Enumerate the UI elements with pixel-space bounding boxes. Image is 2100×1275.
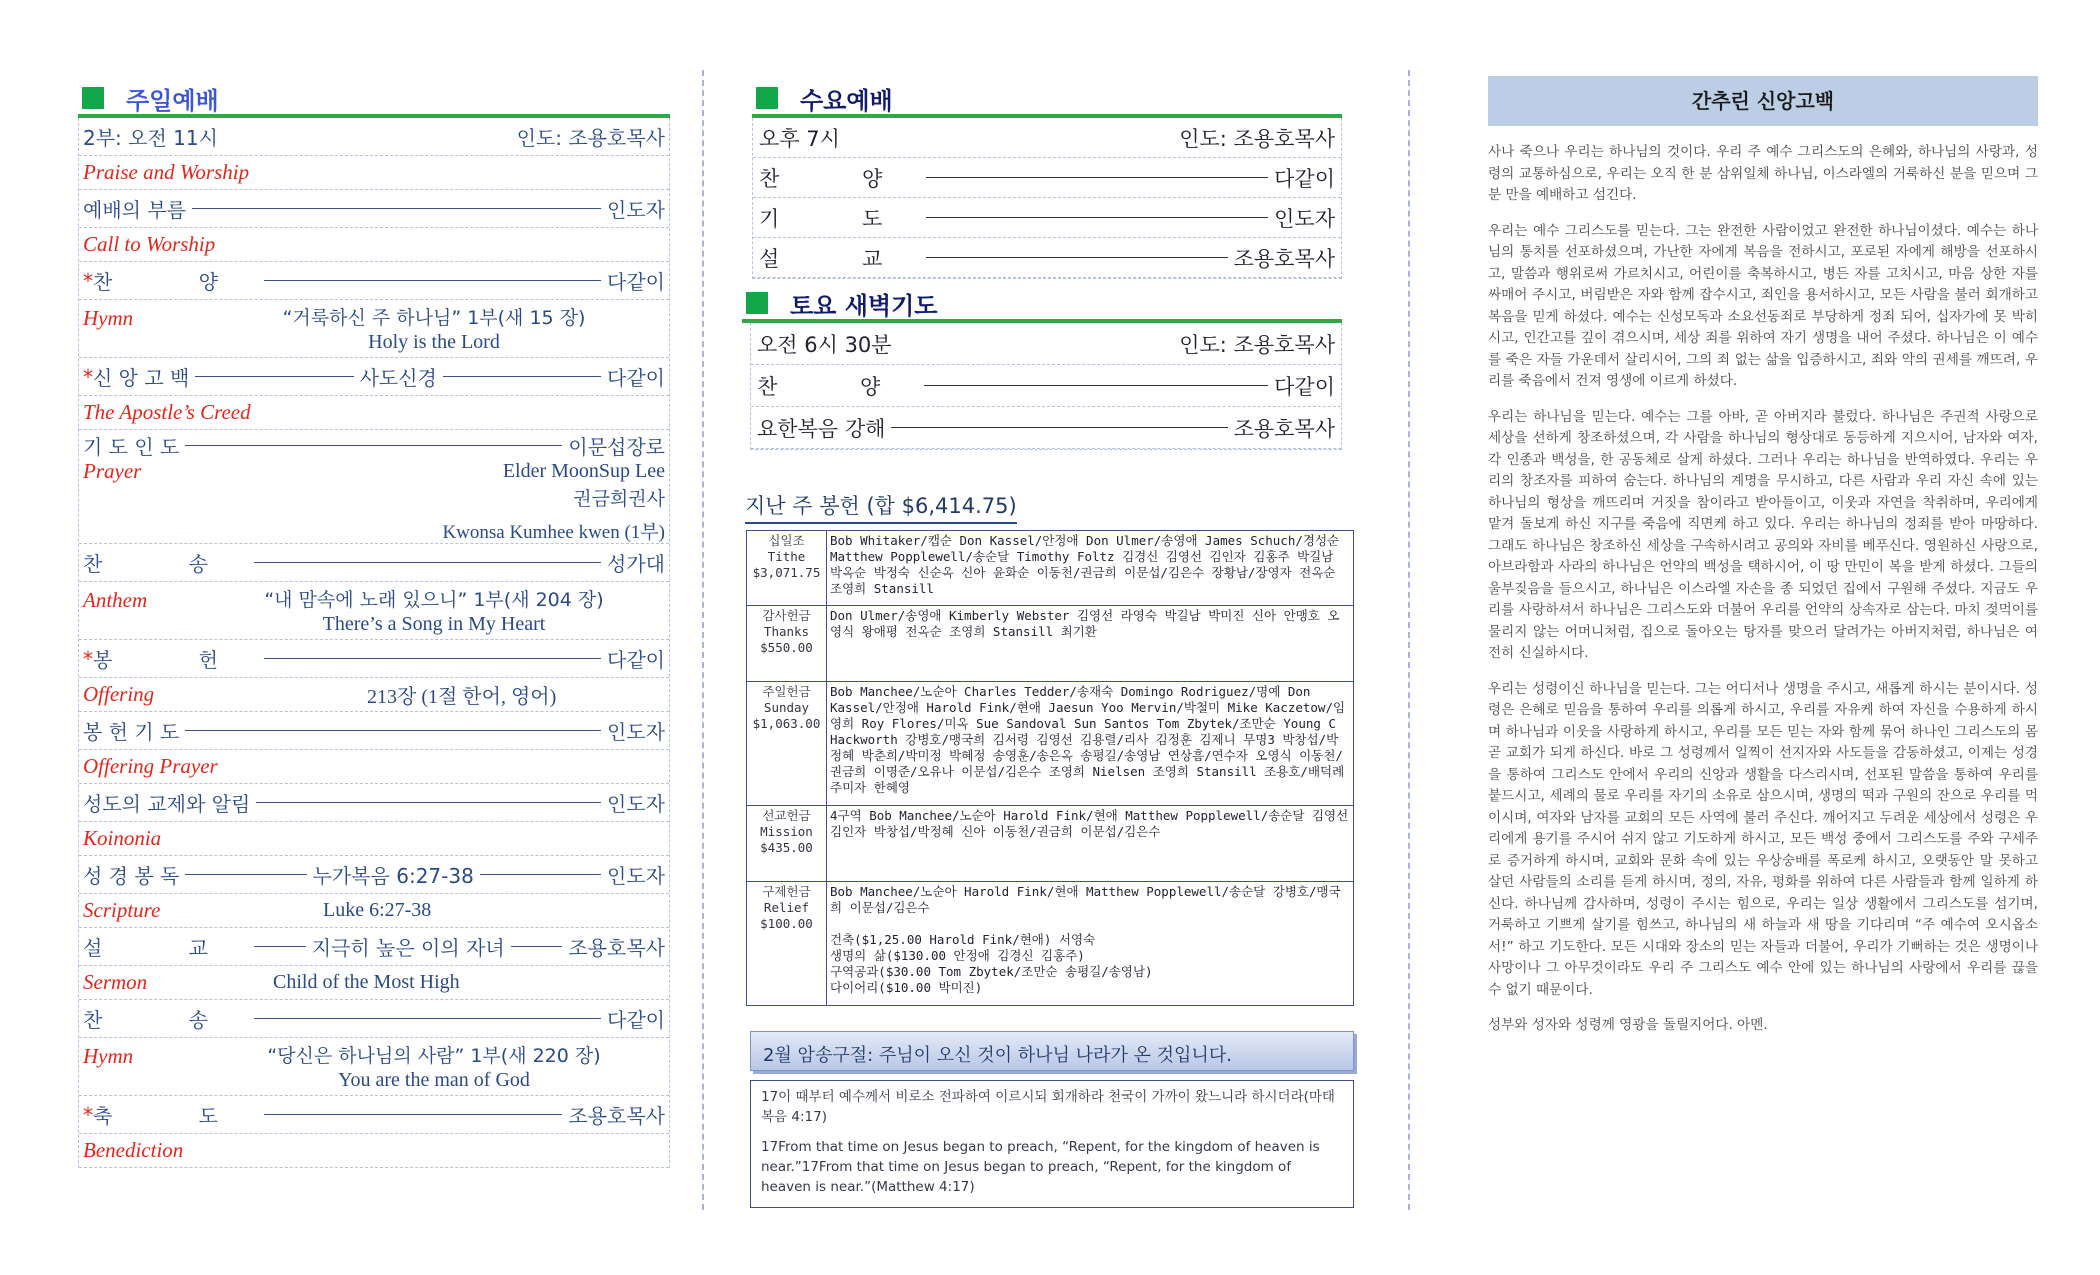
hymn1-who: 다같이	[607, 270, 665, 294]
hymn1-title	[203, 306, 665, 354]
wed-row-2	[753, 198, 1341, 238]
sunday-worship-section	[78, 82, 670, 1168]
call-who: 인도자	[607, 198, 665, 222]
table-row	[747, 531, 1354, 606]
leader-line	[926, 177, 1268, 178]
wednesday-header	[752, 82, 1342, 118]
offering-names: Bob Manchee/노순아 Charles Tedder/송재숙 Domingo Rodriguez/명예 Don Kassel/안정애 Harold Fink/현애 Jaesun Yoo Mervin/박철미 Mike Kaczetow/임영희 Roy Flores/미옥 Sue Sandoval Sun Santos Tom Zbytek/조만순 Young C Hackworth 강병호/맹국희 김서령 김영선 김용렬/리사 김정훈 김제니 무명3 박창섭/박정혜 박춘희/박미정 박혜정 송영훈/송은옥 송평길/송영남 연상흠/연수자 오영식 이동천/권금희 이명준/오유나 이문섭/김은수 조영희 Nielsen 조영희 Stansill 조용호/배덕례 주미자 한혜영	[827, 682, 1354, 806]
weekday-section	[752, 82, 1342, 450]
prayer-block	[79, 430, 669, 544]
offering-category: 감사헌금 Thanks $550.00	[747, 606, 827, 682]
prayer-row	[83, 432, 665, 459]
sat-row-1	[751, 365, 1341, 407]
sat-row-2	[751, 407, 1341, 449]
hymn2-title	[203, 1044, 665, 1092]
sat-r1-label: 찬 양	[757, 374, 919, 399]
hymn2-en-row	[79, 1038, 669, 1096]
wed-r3-label: 설 교	[759, 246, 921, 271]
anthem-label: 찬 송	[83, 552, 248, 576]
saturday-title: 토요 새벽기도	[790, 291, 938, 320]
leader-line	[926, 217, 1268, 218]
standing-mark: *	[83, 364, 93, 389]
offprayer-label: 봉 헌 기 도	[83, 720, 180, 744]
sermon-en: Sermon	[83, 970, 148, 994]
table-row	[747, 806, 1354, 882]
wed-row-1	[753, 158, 1341, 198]
memory-verse-title: 2월 암송구절: 주님이 오신 것이 하나님 나라가 온 것입니다.	[750, 1031, 1354, 1071]
scripture-mid: 누가복음 6:27-38	[312, 864, 474, 888]
creed-section	[1488, 76, 2038, 1037]
wednesday-title: 수요예배	[800, 86, 893, 115]
hymn1-title-kr: “거룩하신 주 하나님” 1부(새 15 장)	[282, 307, 586, 329]
offering-category: 주일헌금 Sunday $1,063.00	[747, 682, 827, 806]
koinonia-row	[79, 784, 669, 822]
offering-en-row	[79, 678, 669, 712]
wed-row-3	[753, 238, 1341, 278]
creed-who: 다같이	[607, 366, 666, 390]
offprayer-en: Offering Prayer	[83, 754, 218, 778]
leader-line	[924, 385, 1268, 386]
prayer-en-row	[83, 459, 665, 484]
offprayer-en-row	[79, 750, 669, 784]
bless-row	[79, 1096, 669, 1134]
anthem-title-en: There’s a Song in My Heart	[322, 613, 546, 635]
offering-category: 십일조 Tithe $3,071.75	[747, 531, 827, 606]
scripture-who: 인도자	[607, 864, 666, 888]
creed-paragraph: 성부와 성자와 성령께 영광을 돌릴지어다. 아멘.	[1488, 1017, 1768, 1033]
hymn2-en: Hymn	[83, 1044, 134, 1068]
prayer-who: 이문섭장로	[568, 435, 665, 459]
leader-line	[264, 658, 601, 659]
scripture-mid-en: Luke 6:27-38	[323, 899, 432, 921]
verse-korean: 17이 때부터 예수께서 비로소 전파하여 이르시되 회개하라 천국이 가까이 왔느니라 하시더라(마태복음 4:17)	[761, 1089, 1335, 1125]
wed-r3-who: 조용호목사	[1233, 246, 1335, 271]
service-time: 2부: 오전 11시	[83, 126, 218, 150]
anthem-title-kr: “내 맘속에 노래 있으니” 1부(새 204 장)	[264, 589, 604, 611]
prayer-label: 기 도 인 도	[83, 435, 180, 459]
leader-line	[185, 730, 601, 731]
hymn1-row	[79, 262, 669, 300]
creed-en: The Apostle’s Creed	[83, 400, 251, 424]
service-time-row	[79, 118, 669, 156]
leader-line	[264, 280, 601, 281]
hymn2-title-kr: “당신은 하나님의 사람” 1부(새 220 장)	[267, 1045, 601, 1067]
service-leader: 인도: 조용호목사	[516, 126, 665, 150]
column-divider-1	[702, 70, 704, 1210]
anthem-row	[79, 544, 669, 582]
praise-en-row	[79, 156, 669, 190]
koinonia-label: 성도의 교제와 알림	[83, 792, 251, 816]
hymn2-title-en: You are the man of God	[338, 1069, 530, 1091]
saturday-list	[750, 323, 1342, 450]
bless-en: Benediction	[83, 1138, 184, 1162]
wed-r2-who: 인도자	[1274, 206, 1335, 231]
wed-time-row	[753, 118, 1341, 158]
offering-category: 구제헌금 Relief $100.00	[747, 882, 827, 1006]
sat-r2-who: 조용호목사	[1233, 416, 1335, 441]
offering-summary-title: 지난 주 봉헌 (합 $6,414.75)	[745, 490, 1017, 524]
offering-names: 4구역 Bob Manchee/노순아 Harold Fink/현애 Matthew Popplewell/송순달 김영선 김인자 박창섭/박정혜 신아 이동천/권금희 이문섭/김은수	[827, 806, 1354, 882]
leader-line	[254, 1018, 601, 1019]
prayer-who2: 권금희권사	[573, 488, 665, 510]
hymn1-en-row	[79, 300, 669, 358]
sermon-mid: 지극히 높은 이의 자녀	[311, 936, 505, 960]
call-en: Call to Worship	[83, 232, 216, 256]
sunday-order-list	[78, 118, 670, 1168]
leader-line	[256, 802, 601, 803]
table-row	[747, 882, 1354, 1006]
hymn1-label: 찬 양	[93, 270, 258, 294]
koinonia-en: Koinonia	[83, 826, 162, 850]
bless-en-row	[79, 1134, 669, 1168]
scripture-row	[79, 856, 669, 894]
green-square-icon	[82, 87, 104, 109]
offering-table	[746, 530, 1354, 1006]
creed-body	[1488, 142, 2038, 1037]
creed-title: 간추린 신앙고백	[1488, 76, 2038, 126]
leader-line	[254, 562, 601, 563]
offering-label: 봉 헌	[93, 648, 258, 672]
wed-leader: 인도: 조용호목사	[1179, 126, 1335, 151]
standing-mark: *	[83, 1102, 93, 1127]
offering-en: Offering	[83, 682, 155, 706]
sat-leader: 인도: 조용호목사	[1179, 332, 1335, 357]
leader-line	[511, 946, 563, 947]
call-row	[79, 190, 669, 228]
creed-label: 신 앙 고 백	[93, 366, 190, 390]
leader-line	[192, 208, 601, 209]
table-row	[747, 606, 1354, 682]
sunday-title: 주일예배	[126, 86, 219, 115]
leader-line	[443, 376, 601, 377]
standing-mark: *	[83, 646, 93, 671]
leader-line	[480, 874, 601, 875]
green-square-icon	[756, 87, 778, 109]
hymn1-title-en: Holy is the Lord	[368, 331, 500, 353]
offering-category: 선교헌금 Mission $435.00	[747, 806, 827, 882]
bless-who: 조용호목사	[568, 1104, 665, 1128]
offering-names: Don Ulmer/송영애 Kimberly Webster 김영선 라영숙 박길남 박미진 신아 안맹호 오영식 왕애평 전옥순 조영희 Stansill 최기환	[827, 606, 1354, 682]
creed-paragraph: 사나 죽으나 우리는 하나님의 것이다. 우리 주 예수 그리스도의 은혜와, 하나님의 사랑과, 성령의 교통하심으로, 우리는 오직 한 분 삼위일체 하나님, 이스라엘의 거룩하신 분을 믿으며 그분 만을 예배하고 섬긴다.	[1488, 144, 2038, 203]
bless-label: 축 도	[93, 1104, 258, 1128]
leader-line	[926, 257, 1227, 258]
sat-r2-label: 요한복음 강해	[757, 416, 886, 441]
hymn2-label: 찬 송	[83, 1008, 248, 1032]
creed-paragraph: 우리는 성령이신 하나님을 믿는다. 그는 어디서나 생명을 주시고, 새롭게 하시는 분이시다. 성령은 은혜로 믿음을 통하여 우리를 의롭게 하시고, 우리를 자유케 하여 자신을 수용하게 하시며 하나님과 이웃을 사랑하게 하시고, 우리를 모든 믿는 자와 함께 묶어 하나인 그리스도의 몸 곧 교회가 되게 하신다. 바로 그 성령께서 일찍이 선지자와 사도들을 감동하셨고, 이제는 성경을 통하여 그리스도 안에서 우리의 신앙과 생활을 다스리시며, 선포된 말씀을 통하여 우리를 붙드시고, 세례의 물로 우리를 자기의 소유로 삼으시며, 생명의 떡과 구원의 잔으로 우리를 먹이시며, 여자와 남자를 교회의 모든 사역에 불러 주신다. 깨어지고 두려운 세상에서 성령은 우리에게 용기를 주시어 쉬지 않고 기도하게 하시고, 모든 백성 중에서 그리스도를 주와 구세주로 증거하게 하시며, 교회와 문화 속에 있는 우상숭배를 폭로케 하시고, 오랫동안 말 못하고 살던 사람들의 소리를 듣게 하시며, 정의, 자유, 평화를 위하여 다른 사람들과 함께 일하게 하신다. 하나님께 감사하며, 성령이 주시는 힘으로, 우리는 일상 생활에서 그리스도를 섬기며, 거룩하고 기쁘게 살기를 힘쓰고, 하나님의 새 하늘과 새 땅을 기다리며 “주 예수여 오시옵소서!” 하고 기도한다. 모든 시대와 장소의 믿는 자들과 더불어, 우리가 기뻐하는 것은 생명이나 사망이나 그 아무것이라도 우리 주 그리스도 예수 안에 있는 하나님의 사랑에서 우리를 끊을 수 없기 때문이다.	[1488, 680, 2038, 998]
sermon-en-row	[79, 966, 669, 1000]
creed-row	[79, 358, 669, 396]
wed-r2-label: 기 도	[759, 206, 921, 231]
sat-time-row	[751, 323, 1341, 365]
scripture-label: 성 경 봉 독	[83, 864, 180, 888]
scripture-en-row	[79, 894, 669, 928]
leader-line	[185, 874, 306, 875]
sermon-mid-en: Child of the Most High	[273, 971, 460, 993]
offering-mid: 213장 (1절 한어, 영어)	[367, 686, 557, 708]
creed-paragraph: 우리는 예수 그리스도를 믿는다. 그는 완전한 사람이었고 완전한 하나님이셨다. 예수는 하나님의 통치를 선포하셨으며, 가난한 자에게 복음을 전하시고, 포로된 자에게 해방을 선포하시고, 말씀과 행위로써 가르치시고, 어린이를 축복하시고, 병든 자를 고치시고, 마음 상한 자를 싸매어 주시고, 버림받은 자와 함께 잡수시고, 죄인을 용서하시고, 모든 사람을 불러 회개하고 복음을 믿게 하셨다. 예수는 신성모독과 소요선동죄로 부당하게 정죄 되어, 십자가에 못 박히시고, 인간고를 깊이 겪으시며, 세상 죄를 위하여 자기 생명을 내어 주셨다. 하나님은 이 예수를 죽은 자들 가운데서 살리시어, 그의 죄 없는 삶을 입증하시고, 죄와 악의 권세를 깨뜨려, 우리를 죽음에서 건져 영생에 이르게 하셨다.	[1488, 222, 2038, 389]
hymn1-en: Hymn	[83, 306, 134, 330]
table-row	[747, 682, 1354, 806]
creed-paragraph: 우리는 하나님을 믿는다. 예수는 그를 아바, 곧 아버지라 불렀다. 하나님은 주권적 사랑으로 세상을 선하게 창조하셨으며, 각 사람을 하나님의 형상대로 동등하게 지으시어, 남자와 여자, 각 인종과 백성을, 한 공동체로 살게 하셨다. 그러나 우리는 하나님을 반역하였다. 우리는 우리의 창조자를 피하여 숨는다. 하나님의 계명을 무시하고, 다른 사람과 우리 자신 속에 있는 하나님의 형상을 깨뜨리며 거짓을 참이라고 받아들이고, 이웃과 자연을 착취하며, 우리에게 맡겨 돌보게 하신 지구를 죽음에 직면케 하고 있다. 우리는 하나님의 정죄를 받아 마땅하다. 그래도 하나님은 창조하신 세상을 구속하시려고 공의와 자비를 베푸신다. 영원하신 사랑으로, 아브라함과 사라의 하나님은 언약의 백성을 택하시어, 이 땅 만민이 복을 받게 하셨다. 그들의 울부짖음을 들으시고, 하나님은 이스라엘 자손을 종 되었던 집에서 구원해 주셨다. 지금도 우리를 사랑하셔서 하나님은 그리스도와 더불어 우리를 언약의 상속자로 삼는다. 마치 젖먹이를 물리지 않는 어머니처럼, 집으로 돌아오는 탕자를 맞으러 달려가는 아버지처럼, 하나님은 여전히 신실하시다.	[1488, 408, 2038, 661]
hymn2-who: 다같이	[607, 1008, 665, 1032]
wednesday-list	[752, 118, 1342, 279]
saturday-header	[742, 287, 1342, 323]
leader-line	[185, 445, 562, 446]
sermon-label: 설 교	[83, 936, 248, 960]
scripture-en: Scripture	[83, 898, 161, 922]
verse-english: 17From that time on Jesus began to preach, “Repent, for the kingdom of heaven is near.”17From that time on Jesus began to preach, “Repent, for the kingdom of heaven is near.”(Matthew 4:17)	[761, 1139, 1320, 1195]
offering-row	[79, 640, 669, 678]
anthem-who: 성가대	[607, 552, 665, 576]
prayer-en: Prayer	[83, 459, 142, 483]
offering-names: Bob Manchee/노순아 Harold Fink/현애 Matthew Popplewell/송순달 강병호/맹국희 이문섭/김은수 건축($1,25.00 Harold Fink/현애) 서영숙 생명의 삶($130.00 안정애 김경신 김홍주) 구역공과($30.00 Tom Zbytek/조만순 송평길/송영남) 다이어리($10.00 박미진)	[827, 882, 1354, 1006]
column-divider-2	[1408, 70, 1410, 1210]
leader-line	[195, 376, 353, 377]
sat-time: 오전 6시 30분	[757, 332, 892, 357]
wed-r1-label: 찬 양	[759, 166, 921, 191]
offering-who: 다같이	[607, 648, 665, 672]
creed-mid: 사도신경	[359, 366, 437, 390]
sunday-header	[78, 82, 670, 118]
koinonia-who: 인도자	[607, 792, 665, 816]
sermon-who: 조용호목사	[568, 936, 665, 960]
leader-line	[254, 946, 306, 947]
sat-r1-who: 다같이	[1274, 374, 1335, 399]
call-en-row	[79, 228, 669, 262]
anthem-en-row	[79, 582, 669, 640]
hymn2-row	[79, 1000, 669, 1038]
leader-line	[891, 427, 1227, 428]
koinonia-en-row	[79, 822, 669, 856]
wed-time: 오후 7시	[759, 126, 840, 151]
prayer-who2-en: Kwonsa Kumhee kwen (1부)	[442, 522, 665, 543]
wed-r1-who: 다같이	[1274, 166, 1335, 191]
prayer-who-en: Elder MoonSup Lee	[502, 460, 665, 482]
creed-en-row	[79, 396, 669, 430]
green-square-icon	[746, 292, 768, 314]
offprayer-row	[79, 712, 669, 750]
anthem-en: Anthem	[83, 588, 148, 612]
offering-names: Bob Whitaker/캡순 Don Kassel/안정애 Don Ulmer/송영애 James Schuch/경성순 Matthew Popplewell/송순달 Timothy Foltz 김경신 김영선 김인자 김홍주 박길남 박옥순 박정숙 신순옥 신아 윤화순 이동천/권금희 이문섭/김은수 장황남/장영자 전옥순 조영희 Stansill	[827, 531, 1354, 606]
sermon-row	[79, 928, 669, 966]
call-label: 예배의 부름	[83, 198, 186, 222]
memory-verse-box	[750, 1080, 1354, 1208]
anthem-title	[203, 588, 665, 636]
offprayer-who: 인도자	[607, 720, 665, 744]
standing-mark: *	[83, 268, 93, 293]
praise-en: Praise and Worship	[83, 160, 250, 184]
leader-line	[264, 1114, 562, 1115]
